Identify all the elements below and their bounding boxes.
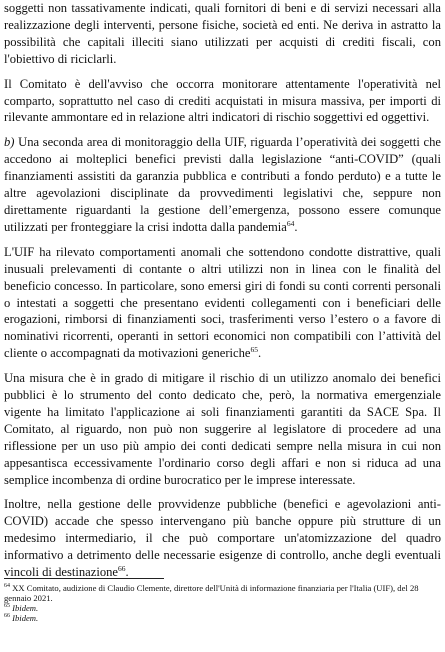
paragraph-3-text: Una seconda area di monitoraggio della UIF, riguarda l’operatività dei soggetti che accedono ai molteplici benefici previsti dalla legislazione “anti-COVID” (quali finanziamenti assistiti da garanzia pubblica e contributi a fondo perduto) e a tutte le altre agevolazioni disciplinate da provvedimenti legislativi che, seppure non direttamente riguardanti la gestione dell’emergenza, possono essere comunque utilizzati per fronteggiare la crisi indotta dalla pandemia	[4, 135, 441, 234]
paragraph-5	[4, 370, 441, 488]
paragraph-4-text: L'UIF ha rilevato comportamenti anomali che sottendono condotte distrattive, quali inusuali prelevamenti di contante o altri utilizzi non in linea con le finalità del beneficio concesso. In particolare, sono emersi giri di fondi su conti correnti personali o intestati a soggetti che presentano evidenti collegamenti con i beneficiari delle erogazioni, rimborsi di finanziamenti soci, trasferimenti verso l’estero o a favore di nominativi ricorrenti, operanti in settori economici non compatibili con l’attività del cliente o accompagnati da motivazioni generiche	[4, 244, 441, 361]
footnote-64	[4, 583, 441, 603]
paragraph-6: Inoltre, nella gestione delle provvidenze pubbliche (benefici e agevolazioni anti-COVID) accade che spesso intervengano più banche oppure più strutture di un medesimo intermediario, il che può comportare un'atomizzazione del quadro informativo a detrimento delle necessarie esigenze di controllo, anche degli eventuali vincoli di destinazione$^{66}$.	[4, 497, 441, 580]
footnote-64-text: XX Comitato, audizione di Claudio Clemente, direttore dell'Unità di informazione finanziaria per l'Italia (UIF), del 28 gennaio 2021.	[4, 583, 419, 603]
paragraph-1-text: soggetti non tassativamente indicati, quali fornitori di beni e di servizi necessari alla realizzazione degli interventi, persone fisiche, società ed enti. Ne deriva in astratto la possibilità che capitali illeciti siano utilizzati per acquisti di crediti fiscali, con l'obiettivo di riciclarli.	[4, 1, 441, 66]
footnote-66-number: 66	[4, 613, 10, 620]
paragraph-5-text: Una misura che è in grado di mitigare il rischio di un utilizzo anomalo dei benefici pubblici è lo strumento del conto dedicato che, però, la normativa emergenziale vigente ha limitato l'applicazione ai soli finanziamenti garantiti da SACE Spa. Il Comitato, al riguardo, non può non suggerire al legislatore di procedere ad una riflessione per un uso più ampio dei conti dedicati sempre nella misura in cui non appesantisca eccessivamente l'ordinario corso degli affari e non si riduca ad una semplice incombenza di ordine burocratico per le imprese interessate.	[4, 371, 441, 487]
paragraph-2-text: Il Comitato è dell'avviso che occorra monitorare attentamente l'operatività nel comparto, soprattutto nel caso di crediti acquistati in misura massiva, per importi di rilevante ammontare ed in relazione altri indicatori di rischio soggettivi ed oggettivi.	[4, 76, 441, 125]
paragraph-1	[4, 0, 441, 68]
footnote-ref-66[interactable]: 66	[118, 563, 126, 573]
footnote-separator	[4, 578, 164, 579]
footnote-ref-65[interactable]: 65	[250, 345, 259, 355]
footnote-ref-64[interactable]: 64	[286, 218, 295, 228]
footnote-66	[4, 613, 441, 623]
footnote-65-number: 65	[4, 603, 10, 610]
paragraph-6-text: Inoltre, nella gestione delle provvidenze pubbliche (benefici e agevolazioni anti-COVID) accade che spesso intervengano più banche oppure più strutture di un medesimo intermediario, il che può comportare un'atomizzazione del quadro informativo a detrimento delle necessarie esigenze di controllo, anche degli eventuali vincoli di destinazione	[4, 497, 441, 580]
paragraph-3: b) Una seconda area di monitoraggio della UIF, riguarda l’operatività dei soggetti che accedono ai molteplici benefici previsti dalla legislazione “anti-COVID” (quali finanziamenti assistiti da garanzia pubblica e contributi a fondo perduto) e a tutte le altre agevolazioni disciplinate da provvedimenti legislativi che, seppure non direttamente riguardanti la gestione dell’emergenza, possono essere comunque utilizzati per fronteggiare la crisi indotta dalla pandemia$^{64}$.	[4, 135, 441, 234]
paragraph-2	[4, 76, 441, 127]
footnote-66-text: Ibidem.	[10, 613, 39, 623]
list-marker-b: b)	[4, 135, 15, 150]
document-body	[4, 0, 441, 581]
footnote-64-number: 64	[4, 583, 10, 590]
footnote-65	[4, 603, 441, 613]
paragraph-4: L'UIF ha rilevato comportamenti anomali che sottendono condotte distrattive, quali inusuali prelevamenti di contante o altri utilizzi non in linea con le finalità del beneficio concesso. In particolare, sono emersi giri di fondi su conti correnti personali o intestati a soggetti che presentano evidenti collegamenti con i beneficiari delle erogazioni, rimborsi di finanziamenti soci, trasferimenti verso l’estero o a favore di nominativi ricorrenti, operanti in settori economici non compatibili con l’attività del cliente o accompagnati da motivazioni generiche$^{65}$.	[4, 244, 441, 361]
footnote-65-text: Ibidem.	[10, 603, 39, 613]
footnotes-section	[4, 583, 441, 623]
